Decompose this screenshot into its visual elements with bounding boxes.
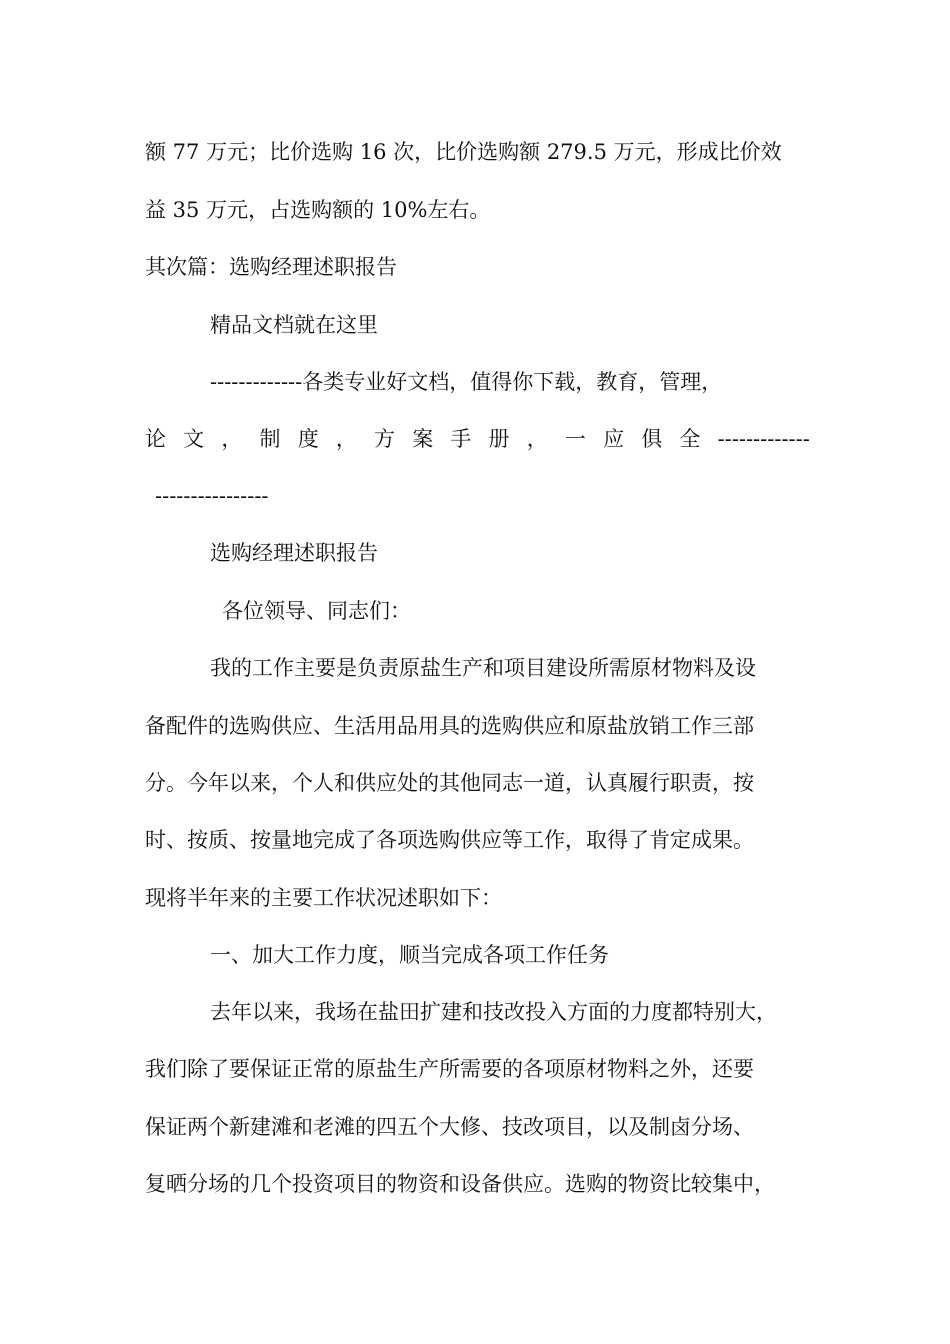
paragraph-line: 现将半年来的主要工作状况述职如下： [145, 886, 502, 910]
section-heading: 一、加大工作力度，顺当完成各项工作任务 [210, 943, 609, 967]
paragraph-line: 分。今年以来，个人和供应处的其他同志一道，认真履行职责，按 [145, 771, 754, 795]
document-title: 选购经理述职报告 [210, 541, 378, 565]
spread-dashes: ------------- [717, 427, 810, 451]
watermark-spread-line [145, 425, 810, 453]
paragraph-line: 额 77 万元；比价选购 16 次，比价选购额 279.5 万元，形成比价效 [145, 140, 782, 164]
spread-char: ， [221, 427, 243, 451]
paragraph-line: 益 35 万元，占选购额的 10%左右。 [145, 198, 491, 222]
spread-char: 应 [603, 427, 625, 451]
spread-char: 制 [259, 427, 281, 451]
spread-char: 全 [679, 427, 701, 451]
spread-char: ， [335, 427, 357, 451]
section-heading: 其次篇：选购经理述职报告 [145, 255, 397, 279]
spread-char: ， [526, 427, 548, 451]
spread-char: 度 [297, 427, 319, 451]
paragraph-line: 备配件的选购供应、生活用品用具的选购供应和原盐放销工作三部 [145, 714, 754, 738]
spread-char: 一 [564, 427, 586, 451]
watermark-line: 精品文档就在这里 [210, 313, 378, 337]
spread-char: 方 [374, 427, 396, 451]
spread-char: 俱 [641, 427, 663, 451]
watermark-line: ---------------- [155, 484, 269, 508]
spread-char: 手 [450, 427, 472, 451]
watermark-line: -------------各类专业好文档，值得你下载，教育，管理， [210, 370, 723, 394]
paragraph-line: 复晒分场的几个投资项目的物资和设备供应。选购的物资比较集中， [145, 1172, 775, 1196]
salutation: 各位领导、同志们： [222, 599, 411, 623]
spread-char: 文 [183, 427, 205, 451]
paragraph-line: 去年以来，我场在盐田扩建和技改投入方面的力度都特别大， [210, 1000, 777, 1024]
paragraph-line: 时、按质、按量地完成了各项选购供应等工作，取得了肯定成果。 [145, 828, 754, 852]
paragraph-line: 我们除了要保证正常的原盐生产所需要的各项原材物料之外，还要 [145, 1057, 754, 1081]
paragraph-line: 我的工作主要是负责原盐生产和项目建设所需原材物料及设 [210, 656, 756, 680]
spread-char: 案 [412, 427, 434, 451]
spread-char: 论 [145, 427, 166, 451]
paragraph-line: 保证两个新建滩和老滩的四五个大修、技改项目，以及制卤分场、 [145, 1115, 754, 1139]
spread-char: 册 [488, 427, 510, 451]
